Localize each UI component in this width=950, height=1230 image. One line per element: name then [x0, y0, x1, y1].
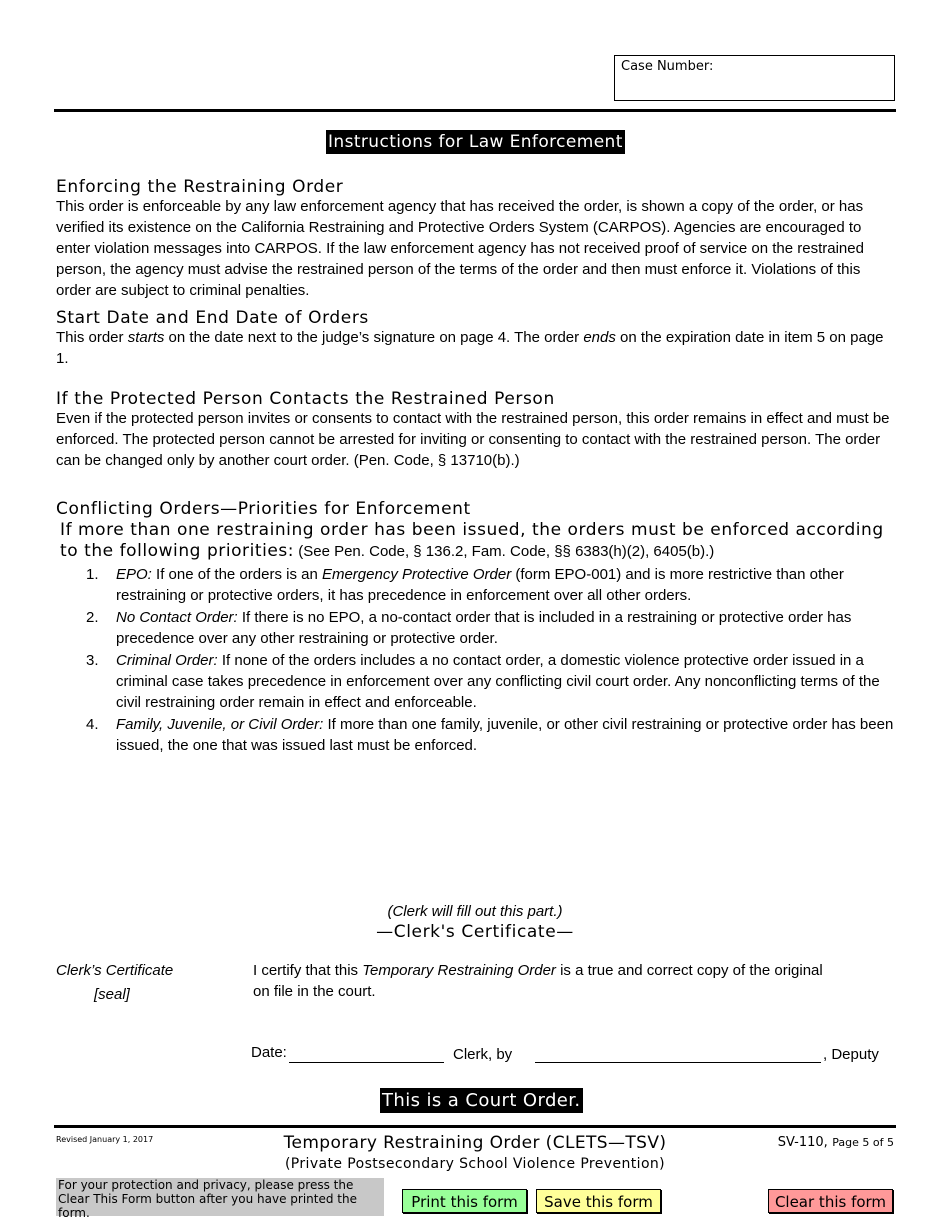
clerk-by-label: Clerk, by [453, 1046, 513, 1063]
top-divider [54, 109, 896, 112]
court-order-banner: This is a Court Order. [382, 1090, 581, 1111]
form-id: SV-110, Page 5 of 5 [777, 1135, 894, 1150]
date-field[interactable] [289, 1062, 444, 1063]
certify-text: I certify that this Temporary Restraining Order is a true and correct copy of the original on file in the court. [253, 962, 823, 1000]
form-title: Temporary Restraining Order (CLETS—TSV) [283, 1133, 667, 1153]
contact-heading: If the Protected Person Contacts the Restrained Person [56, 389, 555, 409]
case-number-field[interactable] [614, 55, 895, 101]
priority-item-criminal: 3. Criminal Order: If none of the orders includes a no contact order, a domestic violence protective order issued in a criminal case takes precedence in enforcement over any conflicting civil court order. Any nonconflicting terms of the civil restraining order remain in effect and enforceable. [86, 652, 880, 711]
conflicting-heading: Conflicting Orders—Priorities for Enforcement [56, 499, 471, 519]
clerk-certificate-label: Clerk’s Certificate [56, 962, 174, 979]
priority-item-epo: 1. EPO: If one of the orders is an Emergency Protective Order (form EPO-001) and is more restrictive than other restraining or protective orders, it has precedence in enforcement over all other orders. [86, 566, 844, 604]
form-subtitle: (Private Postsecondary School Violence Prevention) [284, 1156, 666, 1172]
instructions-banner: Instructions for Law Enforcement [328, 132, 623, 152]
priority-item-no-contact: 2. No Contact Order: If there is no EPO, a no-contact order that is included in a restraining or protective order has precedence over any other restraining or protective order. [86, 609, 852, 647]
seal-label: [seal] [94, 986, 130, 1003]
revised-date: Revised January 1, 2017 [56, 1135, 154, 1144]
clerk-certificate-title: —Clerk's Certificate— [376, 922, 574, 942]
date-label: Date: [251, 1044, 287, 1061]
dates-heading: Start Date and End Date of Orders [56, 308, 369, 328]
deputy-label: , Deputy [823, 1046, 879, 1063]
print-button[interactable]: Print this form [402, 1189, 527, 1213]
priority-item-family: 4. Family, Juvenile, or Civil Order: If more than one family, juvenile, or other civil restraining or protective order has been issued, the one that was issued last must be enforced. [86, 716, 894, 754]
bottom-divider [54, 1125, 896, 1128]
conflicting-intro: If more than one restraining order has been issued, the orders must be enforced according to the following priorities: (See Pen. Code, § 136.2, Fam. Code, §§ 6383(h)(2), 6405(b).) [60, 520, 884, 561]
case-number-label: Case Number: [621, 59, 714, 74]
privacy-note: For your protection and privacy, please press the Clear This Form button after you have printed the form. [56, 1178, 384, 1216]
dates-text: This order starts on the date next to the judge’s signature on page 4. The order ends on the expiration date in item 5 on page 1. [56, 329, 884, 367]
clerk-note: (Clerk will fill out this part.) [387, 903, 563, 920]
clear-button[interactable]: Clear this form [768, 1189, 893, 1213]
clerk-signature-field[interactable] [535, 1062, 821, 1063]
enforcing-text: This order is enforceable by any law enforcement agency that has received the order, is shown a copy of the order, or has verified its existence on the California Restraining and Protective Orders System (CARPOS). Agencies are encouraged to enter violation messages into CARPOS. If the law enforcement agency has not received proof of service on the restrained person, the agency must advise the restrained person of the terms of the order and then must enforce it. Violations of this order are subject to criminal penalties. [56, 198, 864, 299]
enforcing-heading: Enforcing the Restraining Order [56, 177, 344, 197]
contact-text: Even if the protected person invites or consents to contact with the restrained person, this order remains in effect and must be enforced. The protected person cannot be arrested for inviting or consenting to contact with the restrained person. The order can be changed only by another court order. (Pen. Code, § 13710(b).) [56, 410, 890, 469]
save-button[interactable]: Save this form [536, 1189, 661, 1213]
